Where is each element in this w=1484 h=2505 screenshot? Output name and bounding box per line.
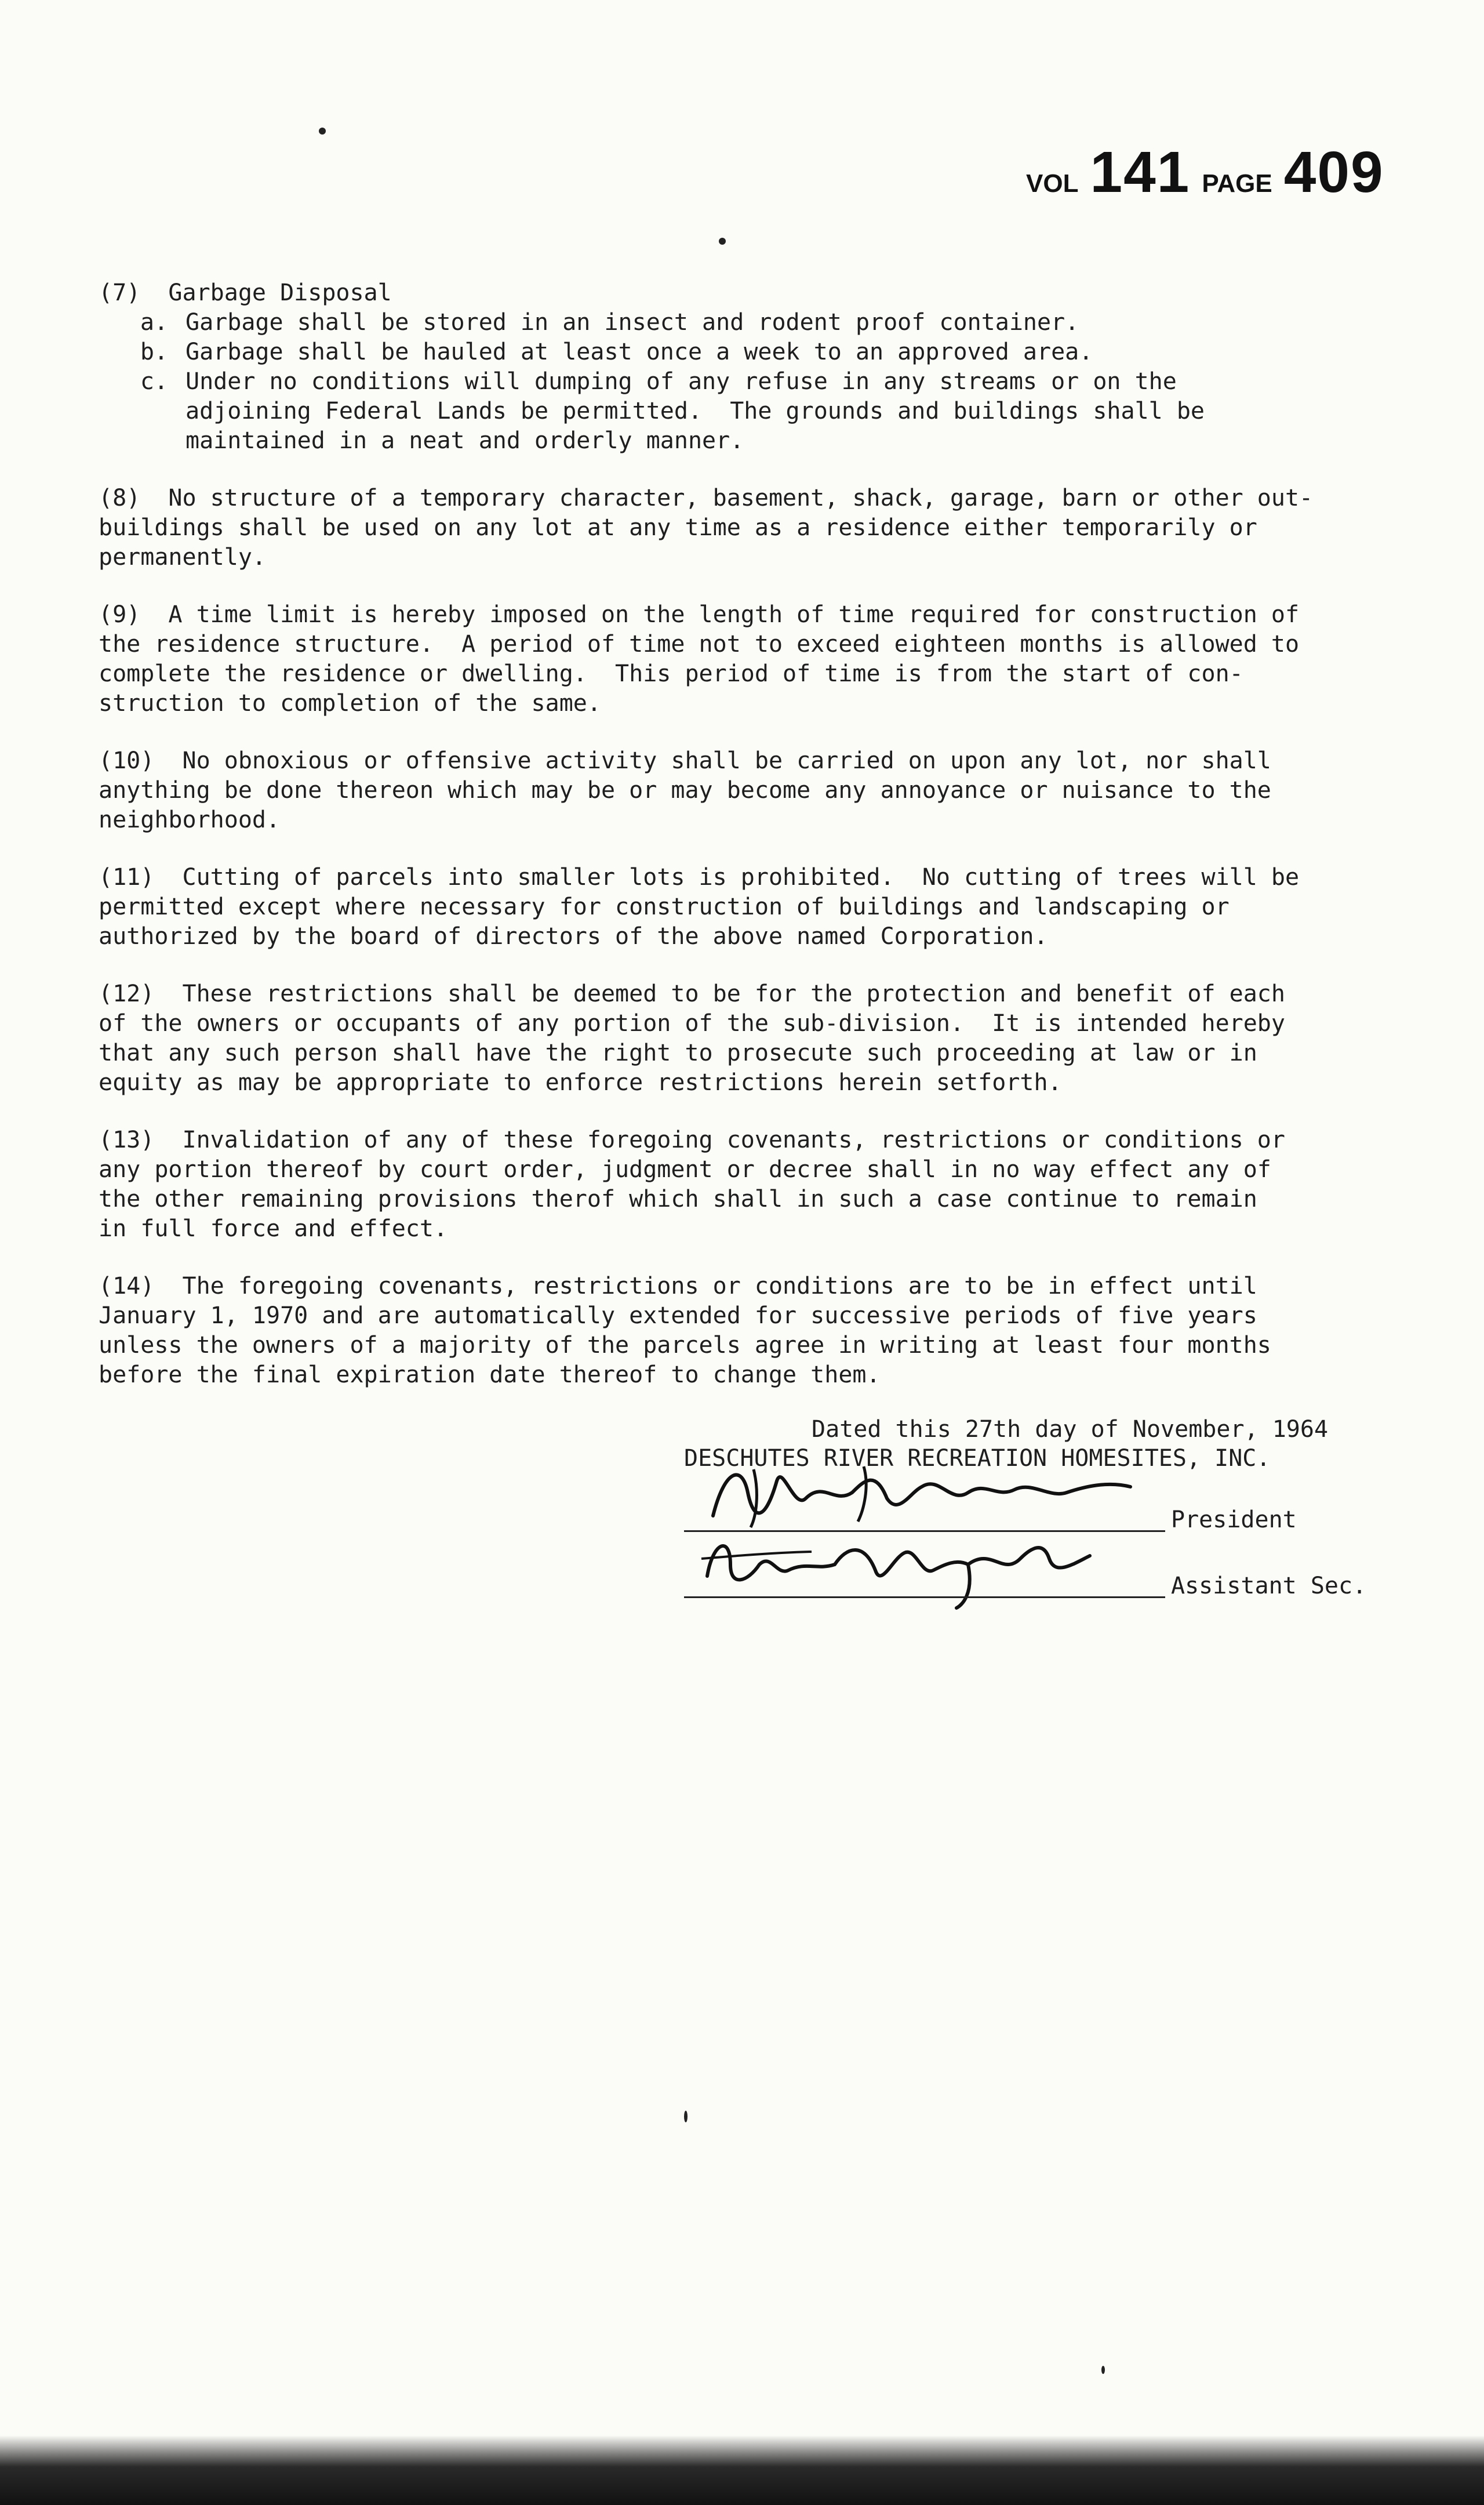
subitem-line	[99, 397, 1391, 426]
paragraph-line: in full force and effect.	[99, 1215, 448, 1242]
paragraph-line: of the owners or occupants of any portion of the sub-division. It is intended hereby	[99, 1010, 1285, 1037]
paragraph-line: before the final expiration date thereof to change them.	[99, 1362, 881, 1388]
subitem-marker: c.	[140, 368, 168, 395]
paragraph-line: that any such person shall have the right to prosecute such proceeding at law or in	[99, 1040, 1257, 1066]
paragraph-line: complete the residence or dwelling. This period of time is from the start of con-	[99, 660, 1243, 687]
subitem-text: Under no conditions will dumping of any refuse in any streams or on the	[186, 368, 1177, 395]
page-label: PAGE	[1202, 169, 1272, 198]
scan-speck	[719, 238, 726, 245]
corporation-name: DESCHUTES RIVER RECREATION HOMESITES, INC.	[684, 1445, 1271, 1472]
subitem-text: maintained in a neat and orderly manner.	[186, 427, 744, 454]
paragraph-p12	[99, 979, 1391, 1098]
paragraph-line: the other remaining provisions therof which shall in such a case continue to remain	[99, 1186, 1257, 1212]
paragraph-line: any portion thereof by court order, judgment or decree shall in no way effect any of	[99, 1156, 1271, 1183]
secretary-signature-row	[684, 1547, 1409, 1605]
paragraph-p7	[99, 278, 1391, 456]
president-signature	[690, 1458, 1165, 1533]
volume-page-stamp	[1026, 139, 1384, 206]
paragraph-line: neighborhood.	[99, 807, 281, 833]
subitem-marker: a.	[140, 309, 168, 336]
paragraph-line: buildings shall be used on any lot at any time as a residence either temporarily or	[99, 514, 1257, 541]
paragraph-p10	[99, 746, 1391, 835]
paragraph-line: (12) These restrictions shall be deemed to be for the protection and benefit of each	[99, 981, 1285, 1007]
paragraph-p13	[99, 1126, 1391, 1244]
paragraph-line: permanently.	[99, 544, 266, 571]
scan-speck	[1101, 2366, 1105, 2374]
subitem-line	[99, 367, 1391, 397]
paragraph-p9	[99, 600, 1391, 718]
secretary-signature-line	[684, 1596, 1165, 1598]
president-title: President	[1171, 1506, 1297, 1533]
covenant-text	[99, 278, 1391, 1418]
subitem-marker	[99, 426, 186, 456]
paragraph-line: (10) No obnoxious or offensive activity shall be carried on upon any lot, nor shall	[99, 747, 1271, 774]
paragraph-line: (7) Garbage Disposal	[99, 279, 392, 306]
scan-speck	[319, 128, 326, 135]
vol-label: VOL	[1026, 169, 1079, 198]
subitem-text: adjoining Federal Lands be permitted. The grounds and buildings shall be	[186, 398, 1205, 424]
paragraph-line: authorized by the board of directors of the above named Corporation.	[99, 923, 1048, 950]
subitem-marker	[99, 397, 186, 426]
paragraph-p14	[99, 1272, 1391, 1390]
subitem-line	[99, 337, 1391, 367]
page-number: 409	[1283, 140, 1384, 205]
vol-number: 141	[1090, 140, 1191, 205]
paragraph-line: unless the owners of a majority of the parcels agree in writing at least four months	[99, 1332, 1271, 1359]
paragraph-line: January 1, 1970 and are automatically extended for successive periods of five years	[99, 1302, 1257, 1329]
paragraph-line: (13) Invalidation of any of these foregoing covenants, restrictions or conditions or	[99, 1127, 1285, 1153]
subitem-marker: b.	[140, 339, 168, 365]
paragraph-line: equity as may be appropriate to enforce restrictions herein setforth.	[99, 1069, 1062, 1096]
paragraph-line: (8) No structure of a temporary character, basement, shack, garage, barn or other out-	[99, 485, 1314, 511]
subitem-line	[99, 426, 1391, 456]
subitem-text: Garbage shall be hauled at least once a week to an approved area.	[186, 339, 1093, 365]
dated-line: Dated this 27th day of November, 1964	[812, 1416, 1329, 1443]
paragraph-line: struction to completion of the same.	[99, 690, 601, 717]
paragraph-line: (14) The foregoing covenants, restrictions or conditions are to be in effect until	[99, 1273, 1257, 1299]
signature-block	[684, 1415, 1409, 1605]
paragraph-line: (11) Cutting of parcels into smaller lots is prohibited. No cutting of trees will be	[99, 864, 1300, 891]
paragraph-p8	[99, 484, 1391, 572]
secretary-title: Assistant Sec.	[1171, 1573, 1367, 1599]
paragraph-line: (9) A time limit is hereby imposed on the length of time required for construction of	[99, 601, 1300, 628]
scan-speck	[684, 2111, 688, 2122]
subitem-line	[99, 308, 1391, 337]
scan-edge-bar	[0, 2435, 1484, 2505]
paragraph-line: the residence structure. A period of time not to exceed eighteen months is allowed to	[99, 631, 1300, 658]
paragraph-p11	[99, 863, 1391, 952]
subitem-text: Garbage shall be stored in an insect and rodent proof container.	[186, 309, 1079, 336]
paragraph-line: anything be done thereon which may be or may become any annoyance or nuisance to the	[99, 777, 1271, 804]
paragraph-line: permitted except where necessary for construction of buildings and landscaping or	[99, 894, 1230, 920]
